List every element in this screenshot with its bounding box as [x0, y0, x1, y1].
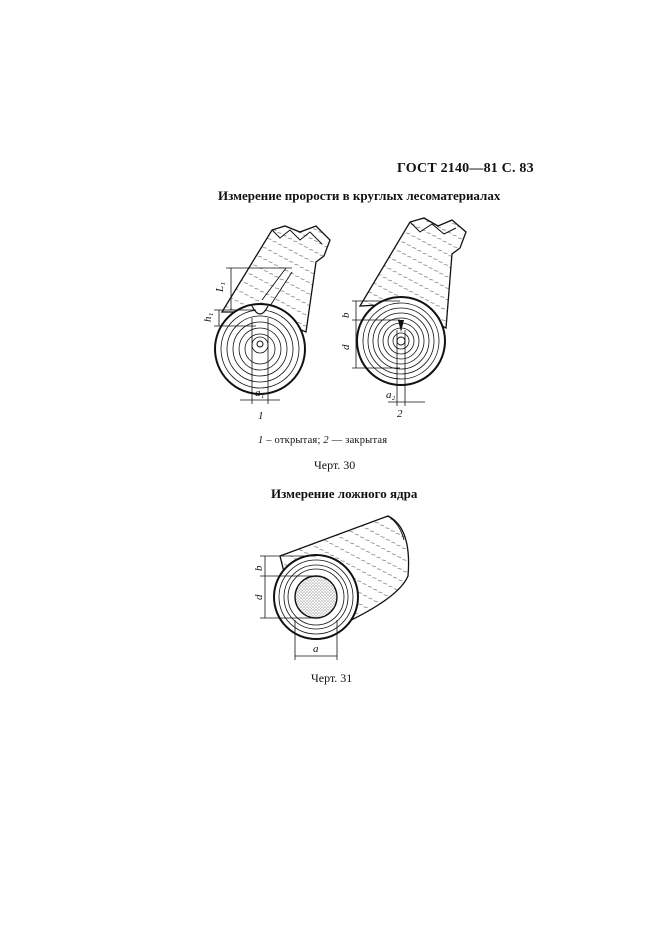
log2-number: 2	[397, 408, 403, 420]
legend-num-2: 2	[323, 435, 329, 446]
figure-caption-30: Черт. 30	[314, 458, 356, 472]
section-heading-false-heartwood: Измерение ложного ядра	[271, 486, 418, 501]
log3-dim-b-label: b	[253, 565, 265, 571]
legend-num-1: 1	[258, 435, 264, 446]
log2-dim-b-label: b	[340, 312, 352, 318]
log2-dim-a-label: a₂	[386, 389, 396, 401]
log3-dim-d-label: d	[253, 594, 265, 600]
page-header: ГОСТ 2140—81 С. 83	[397, 161, 534, 176]
log-false-heartwood	[253, 516, 409, 660]
log2-dim-d-label: d	[340, 344, 352, 350]
log1-dim-l-label: L₁	[214, 282, 226, 292]
log1-number: 1	[258, 410, 264, 422]
log1-end-face	[215, 304, 305, 394]
log1-dim-h-label: h₁	[202, 312, 214, 322]
log-open-ingrowth	[202, 226, 330, 422]
figure-caption-31: Черт. 31	[311, 671, 353, 685]
log1-dim-a-label: a₁	[255, 387, 265, 399]
legend-text-2: — закрытая	[328, 435, 388, 446]
log3-dim-a-label: a	[313, 643, 319, 655]
log-closed-ingrowth	[340, 218, 466, 420]
section-heading-ingrowth: Измерение прорости в круглых лесоматериалах	[218, 188, 501, 203]
log3-end-face	[274, 555, 358, 639]
legend-caption	[258, 435, 387, 446]
log2-end-face	[357, 297, 445, 385]
legend-text-1: – открытая;	[263, 435, 324, 446]
